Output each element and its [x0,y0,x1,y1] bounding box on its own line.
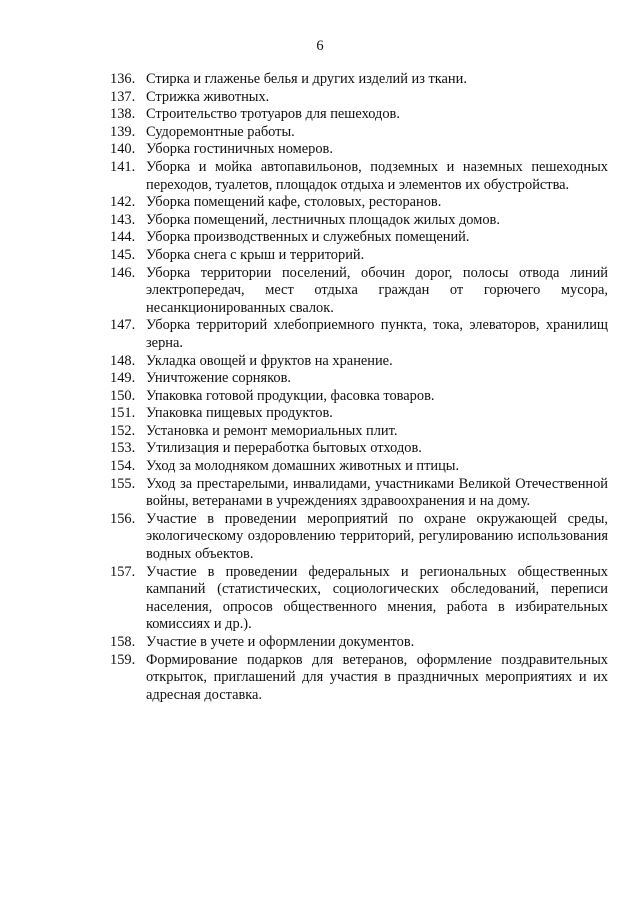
item-text: Уборка территорий хлебоприемного пункта, тока, элеваторов, хранилищ зерна. [146,317,608,351]
item-text: Уборка и мойка автопавильонов, подземных и наземных пешеходных переходов, туалетов, площадок отдыха и элементов их обустройства. [146,158,608,193]
item-number: 143. [110,211,136,228]
item-number: 152. [110,422,136,439]
list-item [110,89,608,107]
item-text: Укладка овощей и фруктов на хранение. [146,352,393,369]
item-text: Упаковка пищевых продуктов. [146,405,333,422]
item-number: 137. [110,88,136,105]
item-text: Уборка территории поселений, обочин дорог, полосы отвода линий электропередач, мест отдыха граждан от горючего мусора, несанкционированных свалок. [146,264,608,316]
list-item [110,405,608,423]
item-number: 154. [110,458,136,475]
list-item [110,106,608,124]
item-text: Судоремонтные работы. [146,123,295,140]
item-text: Упаковка готовой продукции, фасовка товаров. [146,387,435,404]
item-text: Уборка гостиничных номеров. [146,141,333,158]
list-item [110,476,608,511]
numbered-list [110,71,608,704]
list-item [110,423,608,441]
item-text: Уничтожение сорняков. [146,370,291,387]
item-number: 138. [110,106,136,123]
item-number: 136. [110,71,136,87]
list-item [110,212,608,230]
item-number: 150. [110,387,136,404]
list-item [110,141,608,159]
item-number: 142. [110,194,136,211]
item-text: Участие в проведении мероприятий по охране окружающей среды, экологическому оздоровлению территорий, регулированию использования водных объектов. [146,510,608,563]
item-text: Уход за молодняком домашних животных и птицы. [146,458,460,475]
list-item [110,71,608,89]
item-number: 159. [110,651,136,668]
list-item [110,652,608,705]
item-number: 139. [110,123,136,140]
list-item [110,159,608,194]
item-text: Уборка помещений, лестничных площадок жилых домов. [146,211,500,228]
item-number: 146. [110,264,136,281]
item-number: 140. [110,141,136,158]
item-text: Участие в учете и оформлении документов. [146,634,415,650]
item-text: Уход за престарелыми, инвалидами, участниками Великой Отечественной войны, ветеранами в учреждениях здравоохранения и на дому. [146,475,608,510]
page-number: 6 [316,38,324,54]
item-text: Строительство тротуаров для пешеходов. [146,106,400,123]
item-number: 149. [110,370,136,387]
list-item [110,440,608,458]
item-text: Уборка помещений кафе, столовых, ресторанов. [146,194,442,211]
item-number: 158. [110,634,136,650]
list-item [110,353,608,371]
item-text: Уборка снега с крыш и территорий. [146,246,365,263]
item-number: 155. [110,475,136,492]
item-number: 148. [110,352,136,369]
item-number: 144. [110,229,136,246]
item-number: 145. [110,246,136,263]
list-item [110,124,608,142]
item-number: 157. [110,563,136,580]
list-item [110,458,608,476]
item-number: 147. [110,317,136,334]
list-item [110,247,608,265]
item-number: 153. [110,440,136,457]
item-number: 151. [110,405,136,422]
list-item [110,317,608,352]
list-item [110,511,608,564]
list-item [110,370,608,388]
item-text: Утилизация и переработка бытовых отходов. [146,440,422,457]
item-number: 141. [110,158,136,175]
list-item [110,229,608,247]
item-text: Стирка и глаженье белья и других изделий из ткани. [146,71,467,87]
item-text: Участие в проведении федеральных и региональных общественных кампаний (статистических, социологических обследований, переписи населения, опросов общественного мнения, работа в избирательных комиссиях и др.). [146,563,608,633]
list-item [110,194,608,212]
item-number: 156. [110,510,136,527]
item-text: Стрижка животных. [146,88,270,105]
list-item [110,388,608,406]
item-text: Формирование подарков для ветеранов, оформление поздравительных открыток, приглашений для участия в праздничных мероприятиях и их адресная доставка. [146,651,608,703]
item-text: Уборка производственных и служебных помещений. [146,229,470,246]
list-item [110,265,608,318]
list-item [110,634,608,652]
list-item [110,564,608,634]
item-text: Установка и ремонт мемориальных плит. [146,422,398,439]
